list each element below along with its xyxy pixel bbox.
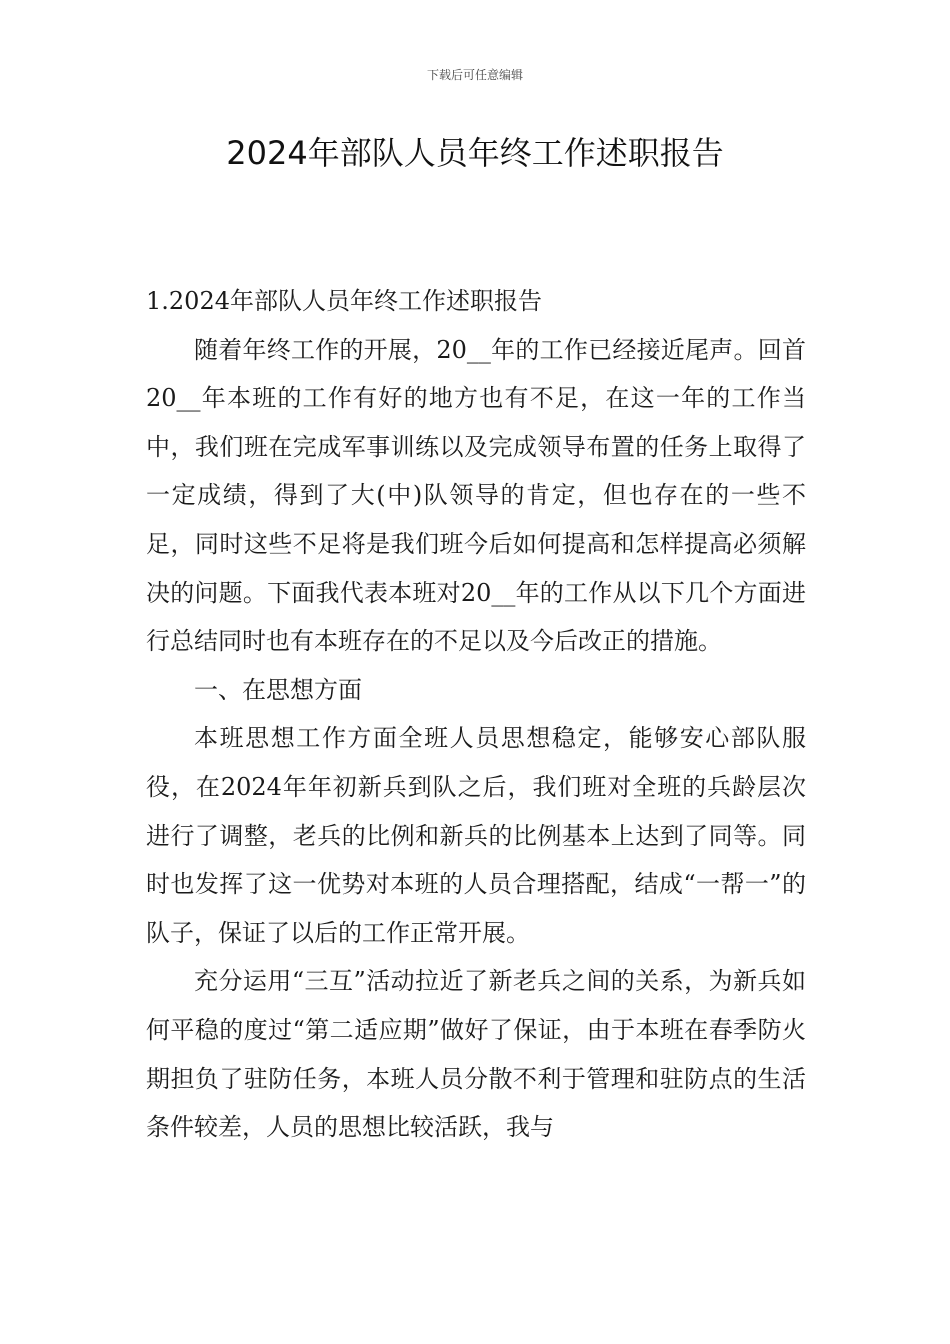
paragraph-intro: 随着年终工作的开展，20__年的工作已经接近尾声。回首20__年本班的工作有好的地方也有不足，在这一年的工作当中，我们班在完成军事训练以及完成领导布置的任务上取得了一定成绩，得到了大(中)队领导的肯定，但也存在的一些不足，同时这些不足将是我们班今后如何提高和怎样提高必须解决的问题。下面我代表本班对20__年的工作从以下几个方面进行总结同时也有本班存在的不足以及今后改正的措施。 <box>146 335 806 656</box>
document-title: 2024年部队人员年终工作述职报告 <box>226 134 724 172</box>
paragraph-three-mutual: 充分运用“三互”活动拉近了新老兵之间的关系，为新兵如何平稳的度过“第二适应期”做好了保证，由于本班在春季防火期担负了驻防任务，本班人员分散不利于管理和驻防点的生活条件较差，人员的思想比较活跃，我与 <box>146 967 806 1142</box>
paragraph-thought: 本班思想工作方面全班人员思想稳定，能够安心部队服役，在2024年年初新兵到队之后，我们班对全班的兵龄层次进行了调整，老兵的比例和新兵的比例基本上达到了同等。同时也发挥了这一优势对本班的人员合理搭配，结成“一帮一”的队子，保证了以后的工作正常开展。 <box>146 724 806 947</box>
header-note: 下载后可任意编辑 <box>426 68 523 82</box>
subheading: 1.2024年部队人员年终工作述职报告 <box>146 287 542 315</box>
document-body <box>146 277 806 1152</box>
section-heading-thought: 一、在思想方面 <box>194 675 362 704</box>
